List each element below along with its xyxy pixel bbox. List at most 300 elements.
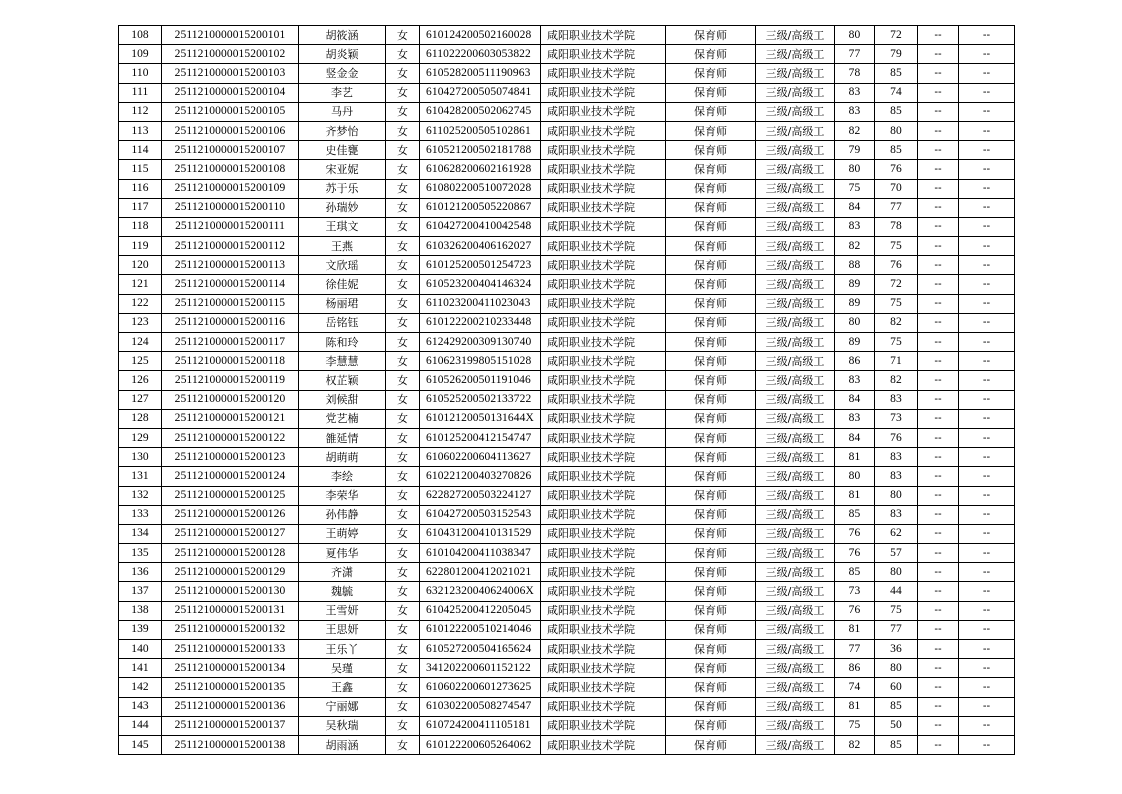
gender-cell: 女 — [386, 620, 420, 639]
school-cell: 咸阳职业技术学院 — [541, 601, 666, 620]
empty-cell: -- — [959, 45, 1015, 64]
practice-score-cell: 83 — [875, 390, 918, 409]
exam-number-cell: 2511210000015200120 — [162, 390, 299, 409]
name-cell: 齐梦怡 — [299, 121, 386, 140]
gender-cell: 女 — [386, 544, 420, 563]
practice-score-cell: 83 — [875, 467, 918, 486]
name-cell: 李荣华 — [299, 486, 386, 505]
exam-number-cell: 2511210000015200109 — [162, 179, 299, 198]
gender-cell: 女 — [386, 524, 420, 543]
school-cell: 咸阳职业技术学院 — [541, 102, 666, 121]
school-cell: 咸阳职业技术学院 — [541, 697, 666, 716]
name-cell: 孙瑞妙 — [299, 198, 386, 217]
seq-cell: 112 — [119, 102, 162, 121]
theory-score-cell: 76 — [835, 524, 875, 543]
id-number-cell: 610122200210233448 — [420, 313, 541, 332]
gender-cell: 女 — [386, 640, 420, 659]
occupation-cell: 保育师 — [666, 716, 756, 735]
practice-score-cell: 57 — [875, 544, 918, 563]
practice-score-cell: 44 — [875, 582, 918, 601]
empty-cell: -- — [918, 121, 959, 140]
seq-cell: 114 — [119, 141, 162, 160]
table-row — [119, 237, 1015, 256]
school-cell: 咸阳职业技术学院 — [541, 505, 666, 524]
exam-number-cell: 2511210000015200135 — [162, 678, 299, 697]
table-row — [119, 582, 1015, 601]
empty-cell: -- — [918, 390, 959, 409]
theory-score-cell: 82 — [835, 121, 875, 140]
empty-cell: -- — [918, 217, 959, 236]
id-number-cell: 610802200510072028 — [420, 179, 541, 198]
school-cell: 咸阳职业技术学院 — [541, 26, 666, 45]
level-cell: 三级/高级工 — [756, 544, 835, 563]
id-number-cell: 63212320040624006X — [420, 582, 541, 601]
id-number-cell: 611025200505102861 — [420, 121, 541, 140]
school-cell: 咸阳职业技术学院 — [541, 313, 666, 332]
seq-cell: 127 — [119, 390, 162, 409]
table-row — [119, 448, 1015, 467]
theory-score-cell: 84 — [835, 428, 875, 447]
id-number-cell: 611023200411023043 — [420, 294, 541, 313]
gender-cell: 女 — [386, 179, 420, 198]
id-number-cell: 612429200309130740 — [420, 333, 541, 352]
level-cell: 三级/高级工 — [756, 275, 835, 294]
name-cell: 孙伟静 — [299, 505, 386, 524]
occupation-cell: 保育师 — [666, 198, 756, 217]
level-cell: 三级/高级工 — [756, 601, 835, 620]
empty-cell: -- — [918, 409, 959, 428]
table-row — [119, 83, 1015, 102]
theory-score-cell: 75 — [835, 179, 875, 198]
id-number-cell: 610602200604113627 — [420, 448, 541, 467]
level-cell: 三级/高级工 — [756, 102, 835, 121]
empty-cell: -- — [959, 333, 1015, 352]
gender-cell: 女 — [386, 428, 420, 447]
empty-cell: -- — [959, 313, 1015, 332]
id-number-cell: 610523200404146324 — [420, 275, 541, 294]
exam-number-cell: 2511210000015200118 — [162, 352, 299, 371]
exam-number-cell: 2511210000015200112 — [162, 237, 299, 256]
exam-number-cell: 2511210000015200102 — [162, 45, 299, 64]
school-cell: 咸阳职业技术学院 — [541, 563, 666, 582]
id-number-cell: 610104200411038347 — [420, 544, 541, 563]
empty-cell: -- — [959, 486, 1015, 505]
seq-cell: 109 — [119, 45, 162, 64]
gender-cell: 女 — [386, 102, 420, 121]
level-cell: 三级/高级工 — [756, 505, 835, 524]
empty-cell: -- — [918, 524, 959, 543]
school-cell: 咸阳职业技术学院 — [541, 467, 666, 486]
school-cell: 咸阳职业技术学院 — [541, 275, 666, 294]
occupation-cell: 保育师 — [666, 333, 756, 352]
empty-cell: -- — [959, 448, 1015, 467]
seq-cell: 125 — [119, 352, 162, 371]
table-row — [119, 563, 1015, 582]
exam-number-cell: 2511210000015200123 — [162, 448, 299, 467]
exam-number-cell: 2511210000015200126 — [162, 505, 299, 524]
name-cell: 夏伟华 — [299, 544, 386, 563]
level-cell: 三级/高级工 — [756, 640, 835, 659]
table-row — [119, 102, 1015, 121]
exam-number-cell: 2511210000015200121 — [162, 409, 299, 428]
table-row — [119, 544, 1015, 563]
gender-cell: 女 — [386, 141, 420, 160]
level-cell: 三级/高级工 — [756, 237, 835, 256]
empty-cell: -- — [918, 448, 959, 467]
id-number-cell: 610125200412154747 — [420, 428, 541, 447]
practice-score-cell: 83 — [875, 505, 918, 524]
id-number-cell: 610527200504165624 — [420, 640, 541, 659]
seq-cell: 131 — [119, 467, 162, 486]
theory-score-cell: 84 — [835, 198, 875, 217]
theory-score-cell: 83 — [835, 83, 875, 102]
exam-number-cell: 2511210000015200134 — [162, 659, 299, 678]
id-number-cell: 610302200508274547 — [420, 697, 541, 716]
id-number-cell: 341202200601152122 — [420, 659, 541, 678]
empty-cell: -- — [959, 390, 1015, 409]
name-cell: 岳铭钰 — [299, 313, 386, 332]
gender-cell: 女 — [386, 217, 420, 236]
table-row — [119, 64, 1015, 83]
occupation-cell: 保育师 — [666, 352, 756, 371]
id-number-cell: 610526200501191046 — [420, 371, 541, 390]
occupation-cell: 保育师 — [666, 26, 756, 45]
id-number-cell: 610724200411105181 — [420, 716, 541, 735]
table-row — [119, 352, 1015, 371]
id-number-cell: 610623199805151028 — [420, 352, 541, 371]
occupation-cell: 保育师 — [666, 697, 756, 716]
school-cell: 咸阳职业技术学院 — [541, 486, 666, 505]
gender-cell: 女 — [386, 26, 420, 45]
seq-cell: 143 — [119, 697, 162, 716]
theory-score-cell: 80 — [835, 467, 875, 486]
theory-score-cell: 81 — [835, 486, 875, 505]
school-cell: 咸阳职业技术学院 — [541, 371, 666, 390]
table-row — [119, 256, 1015, 275]
seq-cell: 144 — [119, 716, 162, 735]
name-cell: 李艺 — [299, 83, 386, 102]
exam-number-cell: 2511210000015200133 — [162, 640, 299, 659]
name-cell: 王燕 — [299, 237, 386, 256]
theory-score-cell: 85 — [835, 505, 875, 524]
empty-cell: -- — [959, 697, 1015, 716]
empty-cell: -- — [959, 678, 1015, 697]
name-cell: 陈和玲 — [299, 333, 386, 352]
id-number-cell: 610125200501254723 — [420, 256, 541, 275]
occupation-cell: 保育师 — [666, 217, 756, 236]
name-cell: 刘候甜 — [299, 390, 386, 409]
empty-cell: -- — [918, 697, 959, 716]
practice-score-cell: 85 — [875, 141, 918, 160]
name-cell: 王乐丫 — [299, 640, 386, 659]
level-cell: 三级/高级工 — [756, 179, 835, 198]
name-cell: 杨丽珺 — [299, 294, 386, 313]
school-cell: 咸阳职业技术学院 — [541, 448, 666, 467]
theory-score-cell: 85 — [835, 563, 875, 582]
seq-cell: 124 — [119, 333, 162, 352]
school-cell: 咸阳职业技术学院 — [541, 160, 666, 179]
exam-number-cell: 2511210000015200138 — [162, 735, 299, 754]
exam-number-cell: 2511210000015200106 — [162, 121, 299, 140]
theory-score-cell: 74 — [835, 678, 875, 697]
occupation-cell: 保育师 — [666, 121, 756, 140]
table-row — [119, 390, 1015, 409]
theory-score-cell: 86 — [835, 659, 875, 678]
name-cell: 宋亚妮 — [299, 160, 386, 179]
empty-cell: -- — [918, 678, 959, 697]
empty-cell: -- — [959, 428, 1015, 447]
id-number-cell: 610428200502062745 — [420, 102, 541, 121]
school-cell: 咸阳职业技术学院 — [541, 735, 666, 754]
occupation-cell: 保育师 — [666, 601, 756, 620]
exam-number-cell: 2511210000015200136 — [162, 697, 299, 716]
level-cell: 三级/高级工 — [756, 45, 835, 64]
gender-cell: 女 — [386, 256, 420, 275]
gender-cell: 女 — [386, 83, 420, 102]
empty-cell: -- — [918, 371, 959, 390]
empty-cell: -- — [959, 160, 1015, 179]
theory-score-cell: 80 — [835, 160, 875, 179]
exam-number-cell: 2511210000015200111 — [162, 217, 299, 236]
seq-cell: 140 — [119, 640, 162, 659]
occupation-cell: 保育师 — [666, 256, 756, 275]
occupation-cell: 保育师 — [666, 275, 756, 294]
empty-cell: -- — [918, 582, 959, 601]
exam-number-cell: 2511210000015200110 — [162, 198, 299, 217]
practice-score-cell: 85 — [875, 697, 918, 716]
id-number-cell: 610425200412205045 — [420, 601, 541, 620]
seq-cell: 132 — [119, 486, 162, 505]
theory-score-cell: 76 — [835, 601, 875, 620]
name-cell: 胡雨涵 — [299, 735, 386, 754]
occupation-cell: 保育师 — [666, 505, 756, 524]
gender-cell: 女 — [386, 697, 420, 716]
id-number-cell: 610525200502133722 — [420, 390, 541, 409]
name-cell: 胡筱涵 — [299, 26, 386, 45]
name-cell: 雒延情 — [299, 428, 386, 447]
seq-cell: 141 — [119, 659, 162, 678]
practice-score-cell: 80 — [875, 563, 918, 582]
level-cell: 三级/高级工 — [756, 678, 835, 697]
theory-score-cell: 88 — [835, 256, 875, 275]
practice-score-cell: 60 — [875, 678, 918, 697]
seq-cell: 139 — [119, 620, 162, 639]
empty-cell: -- — [918, 141, 959, 160]
school-cell: 咸阳职业技术学院 — [541, 428, 666, 447]
occupation-cell: 保育师 — [666, 371, 756, 390]
table-row — [119, 26, 1015, 45]
name-cell: 吴秋瑞 — [299, 716, 386, 735]
occupation-cell: 保育师 — [666, 524, 756, 543]
empty-cell: -- — [959, 716, 1015, 735]
gender-cell: 女 — [386, 467, 420, 486]
table-row — [119, 601, 1015, 620]
school-cell: 咸阳职业技术学院 — [541, 524, 666, 543]
theory-score-cell: 83 — [835, 371, 875, 390]
empty-cell: -- — [918, 333, 959, 352]
name-cell: 吴瑾 — [299, 659, 386, 678]
practice-score-cell: 74 — [875, 83, 918, 102]
occupation-cell: 保育师 — [666, 390, 756, 409]
empty-cell: -- — [918, 198, 959, 217]
gender-cell: 女 — [386, 678, 420, 697]
seq-cell: 111 — [119, 83, 162, 102]
id-number-cell: 610528200511190963 — [420, 64, 541, 83]
empty-cell: -- — [918, 640, 959, 659]
gender-cell: 女 — [386, 448, 420, 467]
practice-score-cell: 72 — [875, 26, 918, 45]
results-table — [118, 25, 1015, 755]
empty-cell: -- — [918, 179, 959, 198]
exam-number-cell: 2511210000015200113 — [162, 256, 299, 275]
seq-cell: 136 — [119, 563, 162, 582]
theory-score-cell: 81 — [835, 697, 875, 716]
exam-number-cell: 2511210000015200101 — [162, 26, 299, 45]
empty-cell: -- — [918, 313, 959, 332]
seq-cell: 118 — [119, 217, 162, 236]
level-cell: 三级/高级工 — [756, 448, 835, 467]
practice-score-cell: 77 — [875, 198, 918, 217]
empty-cell: -- — [918, 563, 959, 582]
empty-cell: -- — [959, 256, 1015, 275]
occupation-cell: 保育师 — [666, 83, 756, 102]
school-cell: 咸阳职业技术学院 — [541, 83, 666, 102]
school-cell: 咸阳职业技术学院 — [541, 678, 666, 697]
id-number-cell: 610431200410131529 — [420, 524, 541, 543]
occupation-cell: 保育师 — [666, 294, 756, 313]
practice-score-cell: 83 — [875, 448, 918, 467]
level-cell: 三级/高级工 — [756, 121, 835, 140]
gender-cell: 女 — [386, 409, 420, 428]
gender-cell: 女 — [386, 313, 420, 332]
name-cell: 党艺楠 — [299, 409, 386, 428]
occupation-cell: 保育师 — [666, 659, 756, 678]
table-body — [119, 26, 1015, 755]
table-row — [119, 467, 1015, 486]
table-row — [119, 294, 1015, 313]
theory-score-cell: 83 — [835, 217, 875, 236]
gender-cell: 女 — [386, 505, 420, 524]
empty-cell: -- — [918, 467, 959, 486]
theory-score-cell: 89 — [835, 333, 875, 352]
seq-cell: 120 — [119, 256, 162, 275]
seq-cell: 115 — [119, 160, 162, 179]
seq-cell: 123 — [119, 313, 162, 332]
gender-cell: 女 — [386, 198, 420, 217]
exam-number-cell: 2511210000015200130 — [162, 582, 299, 601]
school-cell: 咸阳职业技术学院 — [541, 141, 666, 160]
empty-cell: -- — [959, 83, 1015, 102]
level-cell: 三级/高级工 — [756, 697, 835, 716]
empty-cell: -- — [918, 237, 959, 256]
school-cell: 咸阳职业技术学院 — [541, 217, 666, 236]
gender-cell: 女 — [386, 352, 420, 371]
empty-cell: -- — [959, 275, 1015, 294]
practice-score-cell: 85 — [875, 735, 918, 754]
practice-score-cell: 36 — [875, 640, 918, 659]
occupation-cell: 保育师 — [666, 563, 756, 582]
empty-cell: -- — [959, 544, 1015, 563]
table-row — [119, 697, 1015, 716]
exam-number-cell: 2511210000015200104 — [162, 83, 299, 102]
theory-score-cell: 81 — [835, 448, 875, 467]
table-row — [119, 179, 1015, 198]
level-cell: 三级/高级工 — [756, 659, 835, 678]
level-cell: 三级/高级工 — [756, 141, 835, 160]
table-row — [119, 141, 1015, 160]
empty-cell: -- — [959, 563, 1015, 582]
id-number-cell: 610521200502181788 — [420, 141, 541, 160]
empty-cell: -- — [959, 179, 1015, 198]
empty-cell: -- — [918, 620, 959, 639]
empty-cell: -- — [918, 275, 959, 294]
empty-cell: -- — [959, 141, 1015, 160]
id-number-cell: 610122200510214046 — [420, 620, 541, 639]
table-row — [119, 333, 1015, 352]
occupation-cell: 保育师 — [666, 544, 756, 563]
empty-cell: -- — [918, 735, 959, 754]
school-cell: 咸阳职业技术学院 — [541, 390, 666, 409]
theory-score-cell: 79 — [835, 141, 875, 160]
id-number-cell: 61012120050131644X — [420, 409, 541, 428]
theory-score-cell: 84 — [835, 390, 875, 409]
occupation-cell: 保育师 — [666, 467, 756, 486]
empty-cell: -- — [918, 716, 959, 735]
table-row — [119, 198, 1015, 217]
school-cell: 咸阳职业技术学院 — [541, 179, 666, 198]
id-number-cell: 610427200410042548 — [420, 217, 541, 236]
empty-cell: -- — [918, 352, 959, 371]
exam-number-cell: 2511210000015200114 — [162, 275, 299, 294]
occupation-cell: 保育师 — [666, 620, 756, 639]
seq-cell: 122 — [119, 294, 162, 313]
seq-cell: 135 — [119, 544, 162, 563]
occupation-cell: 保育师 — [666, 678, 756, 697]
occupation-cell: 保育师 — [666, 409, 756, 428]
level-cell: 三级/高级工 — [756, 217, 835, 236]
level-cell: 三级/高级工 — [756, 563, 835, 582]
practice-score-cell: 85 — [875, 102, 918, 121]
exam-number-cell: 2511210000015200125 — [162, 486, 299, 505]
practice-score-cell: 73 — [875, 409, 918, 428]
practice-score-cell: 75 — [875, 601, 918, 620]
empty-cell: -- — [918, 601, 959, 620]
school-cell: 咸阳职业技术学院 — [541, 198, 666, 217]
level-cell: 三级/高级工 — [756, 198, 835, 217]
empty-cell: -- — [918, 83, 959, 102]
exam-number-cell: 2511210000015200115 — [162, 294, 299, 313]
school-cell: 咸阳职业技术学院 — [541, 45, 666, 64]
practice-score-cell: 70 — [875, 179, 918, 198]
id-number-cell: 610628200602161928 — [420, 160, 541, 179]
name-cell: 马丹 — [299, 102, 386, 121]
occupation-cell: 保育师 — [666, 179, 756, 198]
theory-score-cell: 82 — [835, 735, 875, 754]
occupation-cell: 保育师 — [666, 237, 756, 256]
table-row — [119, 45, 1015, 64]
table-row — [119, 716, 1015, 735]
table-row — [119, 659, 1015, 678]
empty-cell: -- — [959, 524, 1015, 543]
name-cell: 王萌婷 — [299, 524, 386, 543]
id-number-cell: 611022200603053822 — [420, 45, 541, 64]
seq-cell: 130 — [119, 448, 162, 467]
empty-cell: -- — [918, 294, 959, 313]
gender-cell: 女 — [386, 333, 420, 352]
level-cell: 三级/高级工 — [756, 371, 835, 390]
empty-cell: -- — [959, 121, 1015, 140]
gender-cell: 女 — [386, 486, 420, 505]
